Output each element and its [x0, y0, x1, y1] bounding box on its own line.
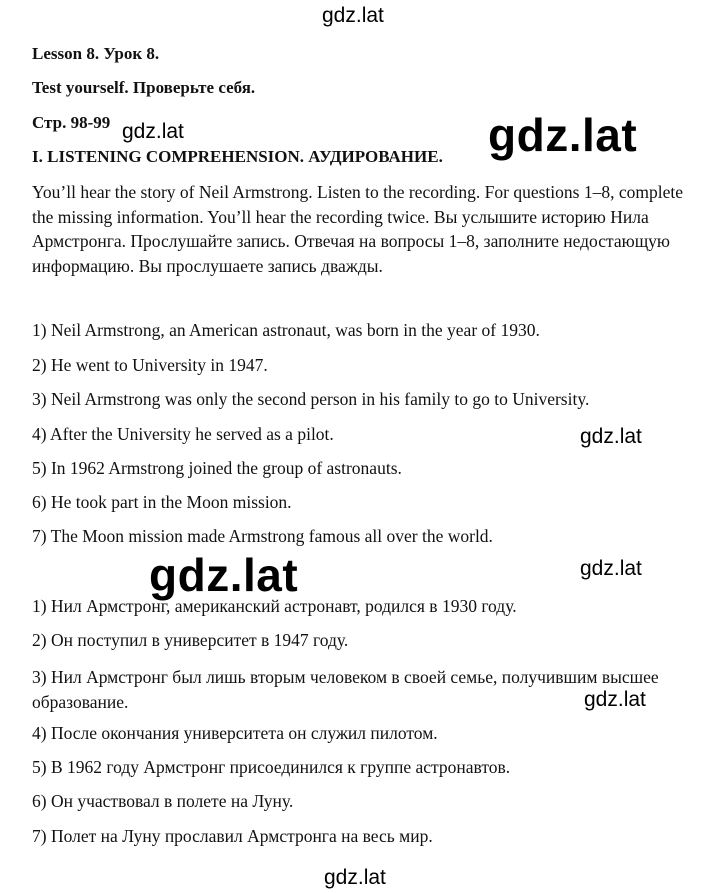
- answer-ru-item: 1) Нил Армстронг, американский астронавт, родился в 1930 году.: [32, 596, 517, 616]
- watermark-bottom: gdz.lat: [324, 866, 386, 889]
- watermark-header-large: gdz.lat: [488, 109, 638, 161]
- answer-ru-item: 5) В 1962 году Армстронг присоединился к группе астронавтов.: [32, 757, 511, 777]
- watermark-middle-large: gdz.lat: [143, 548, 304, 602]
- answer-ru-item: 2) Он поступил в университет в 1947 году.: [32, 630, 349, 650]
- watermark-right-2: gdz.lat: [580, 557, 642, 580]
- lesson-title: Lesson 8. Урок 8.: [32, 44, 160, 63]
- answer-ru-item: 4) После окончания университета он служил пилотом.: [32, 723, 438, 743]
- answer-en-item: 3) Neil Armstrong was only the second person in his family to go to University.: [32, 389, 590, 409]
- test-title: Test yourself. Проверьте себя.: [32, 78, 256, 97]
- answer-en-item: 7) The Moon mission made Armstrong famous all over the world.: [32, 526, 493, 546]
- answer-ru-item: 7) Полет на Луну прославил Армстронга на весь мир.: [32, 826, 433, 846]
- answer-en-item: 1) Neil Armstrong, an American astronaut, was born in the year of 1930.: [32, 320, 540, 340]
- watermark-header-small: gdz.lat: [122, 120, 184, 143]
- instruction-paragraph: You’ll hear the story of Neil Armstrong. Listen to the recording. For questions 1–8, complete the missing information. You’ll hear the recording twice. Вы услышите историю Нила Армстронга. Прослушайте запись. Отвечая на вопросы 1–8, заполните недостающую информацию. Вы прослушаете запись дважды.: [32, 182, 683, 276]
- answer-en-item: 2) He went to University in 1947.: [32, 355, 268, 375]
- answer-ru-item: 6) Он участвовал в полете на Луну.: [32, 791, 294, 811]
- watermark-top: gdz.lat: [322, 4, 384, 27]
- pages-label: Стр. 98-99: [32, 113, 111, 132]
- answer-ru-item: 3) Нил Армстронг был лишь вторым человеком в своей семье, получившим высшее образование.: [32, 667, 659, 712]
- watermark-right-1: gdz.lat: [580, 425, 642, 448]
- answer-en-item: 4) After the University he served as a pilot.: [32, 424, 334, 444]
- section-title: I. LISTENING COMPREHENSION. АУДИРОВАНИЕ.: [32, 147, 443, 166]
- answer-en-item: 6) He took part in the Moon mission.: [32, 492, 292, 512]
- watermark-right-3: gdz.lat: [580, 688, 646, 712]
- answer-en-item: 5) In 1962 Armstrong joined the group of astronauts.: [32, 458, 402, 478]
